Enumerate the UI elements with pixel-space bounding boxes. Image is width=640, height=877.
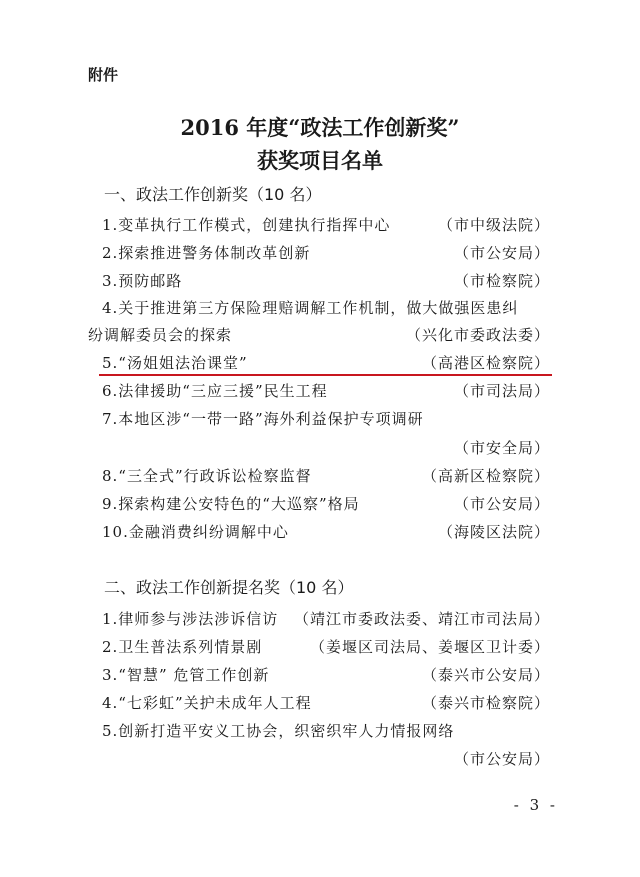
nomination-item: 2.卫生普法系列情景剧: [102, 638, 263, 656]
award-item: 2.探索推进警务体制改革创新: [102, 244, 311, 262]
award-item: 10.金融消费纠纷调解中心: [102, 523, 289, 541]
award-org: （海陵区法院）: [437, 523, 550, 541]
highlight-underline: [99, 374, 552, 376]
nomination-org: （姜堰区司法局、姜堰区卫计委）: [309, 638, 550, 656]
award-org: （高新区检察院）: [421, 467, 550, 485]
nomination-org: （泰兴市公安局）: [421, 666, 550, 684]
award-item-highlighted: 5.“汤姐姐法治课堂”: [102, 354, 248, 372]
award-org: （高港区检察院）: [421, 354, 550, 372]
attachment-label: 附件: [88, 66, 119, 84]
nomination-item: 1.律师参与涉法涉诉信访: [102, 610, 279, 628]
award-item: 4.关于推进第三方保险理赔调解工作机制，做大做强医患纠: [102, 299, 519, 317]
award-org: （市中级法院）: [437, 216, 550, 234]
nomination-item: 3.“智慧” 危管工作创新: [102, 666, 270, 684]
award-org: （市公安局）: [453, 244, 550, 262]
award-item: 8.“三全式”行政诉讼检察监督: [102, 467, 312, 485]
nomination-item: 5.创新打造平安义工协会，织密织牢人力情报网络: [102, 722, 455, 740]
title-line-2: 获奖项目名单: [257, 148, 383, 173]
award-item-continued: 纷调解委员会的探索: [88, 326, 233, 344]
award-org: （市检察院）: [453, 272, 550, 290]
page-number: - 3 -: [513, 796, 558, 814]
award-item: 9.探索构建公安特色的“大巡察”格局: [102, 495, 360, 513]
award-org: （市公安局）: [453, 495, 550, 513]
award-org: （市司法局）: [453, 382, 550, 400]
award-org: （市安全局）: [453, 439, 550, 457]
award-item: 1.变革执行工作模式，创建执行指挥中心: [102, 216, 391, 234]
title-line-1: 2016 年度“政法工作创新奖”: [180, 115, 460, 140]
award-item: 6.法律援助“三应三援”民生工程: [102, 382, 328, 400]
nomination-org: （泰兴市检察院）: [421, 694, 550, 712]
section-heading-2: 二、政法工作创新提名奖（10 名）: [104, 578, 354, 597]
nomination-item: 4.“七彩虹”关护未成年人工程: [102, 694, 312, 712]
award-org: （兴化市委政法委）: [405, 326, 550, 344]
nomination-org: （靖江市委政法委、靖江市司法局）: [293, 610, 550, 628]
nomination-org: （市公安局）: [453, 750, 550, 768]
award-item: 3.预防邮路: [102, 272, 183, 290]
award-item: 7.本地区涉“一带一路”海外利益保护专项调研: [102, 410, 424, 428]
section-heading-1: 一、政法工作创新奖（10 名）: [104, 185, 322, 204]
